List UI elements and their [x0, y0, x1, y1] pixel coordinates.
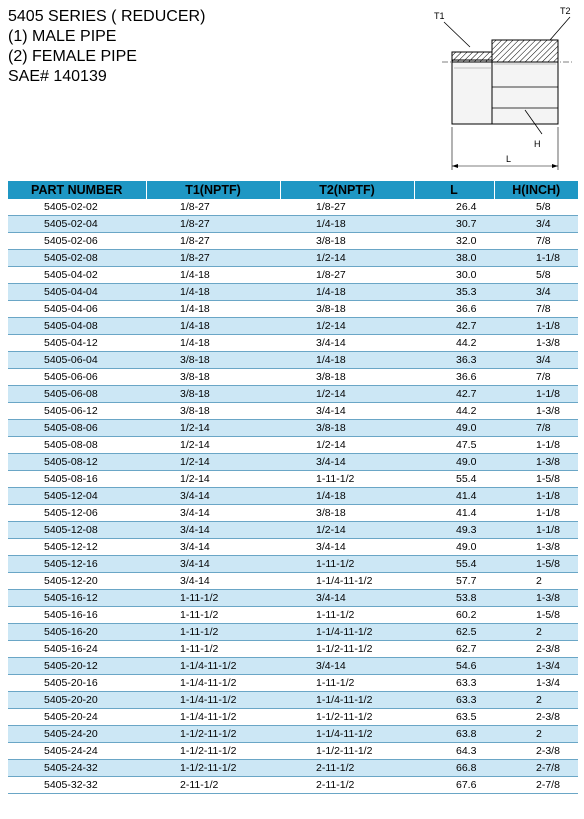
table-cell: 3/4-14 — [280, 539, 414, 556]
table-cell: 1-11-1/2 — [280, 556, 414, 573]
table-cell: 1-1/8 — [494, 318, 578, 335]
table-cell: 49.0 — [414, 539, 494, 556]
table-row — [8, 216, 578, 233]
table-cell: 3/4-14 — [280, 454, 414, 471]
table-cell: 3/8-18 — [280, 369, 414, 386]
table-cell: 2 — [494, 624, 578, 641]
table-cell: 7/8 — [494, 233, 578, 250]
table-cell: 5405-12-12 — [8, 539, 146, 556]
table-cell: 5405-12-06 — [8, 505, 146, 522]
table-cell: 1-3/8 — [494, 539, 578, 556]
table-cell: 5405-20-12 — [8, 658, 146, 675]
table-row — [8, 658, 578, 675]
table-cell: 7/8 — [494, 301, 578, 318]
table-cell: 3/8-18 — [146, 403, 280, 420]
table-row — [8, 641, 578, 658]
table-cell: 1-11-1/2 — [280, 607, 414, 624]
sae-number: SAE# 140139 — [8, 68, 107, 85]
table-row — [8, 726, 578, 743]
table-cell: 5405-06-04 — [8, 352, 146, 369]
table-row — [8, 505, 578, 522]
table-cell: 1/2-14 — [280, 522, 414, 539]
table-cell: 5405-02-04 — [8, 216, 146, 233]
table-cell: 2-11-1/2 — [280, 760, 414, 777]
table-cell: 1-1/2-11-1/2 — [280, 743, 414, 760]
table-cell: 3/4-14 — [280, 658, 414, 675]
table-cell: 5405-02-02 — [8, 199, 146, 216]
table-cell: 3/4-14 — [280, 403, 414, 420]
table-cell: 3/4-14 — [146, 488, 280, 505]
table-cell: 1/8-27 — [146, 199, 280, 216]
table-cell: 5405-08-12 — [8, 454, 146, 471]
table-cell: 1-3/8 — [494, 454, 578, 471]
table-cell: 1-1/4-11-1/2 — [280, 692, 414, 709]
table-cell: 1-1/4-11-1/2 — [280, 624, 414, 641]
table-cell: 49.0 — [414, 454, 494, 471]
reducer-drawing — [432, 2, 582, 172]
table-row — [8, 335, 578, 352]
table-cell: 32.0 — [414, 233, 494, 250]
table-row — [8, 522, 578, 539]
table-cell: 1-1/8 — [494, 250, 578, 267]
table-cell: 5405-12-08 — [8, 522, 146, 539]
table-cell: 3/4-14 — [146, 556, 280, 573]
table-row — [8, 386, 578, 403]
table-cell: 1-1/4-11-1/2 — [146, 658, 280, 675]
table-cell: 5405-06-06 — [8, 369, 146, 386]
table-cell: 5405-08-16 — [8, 471, 146, 488]
title-block — [8, 7, 205, 87]
table-cell: 44.2 — [414, 403, 494, 420]
table-cell: 60.2 — [414, 607, 494, 624]
table-row — [8, 233, 578, 250]
table-row — [8, 267, 578, 284]
table-row — [8, 709, 578, 726]
table-cell: 1-1/8 — [494, 488, 578, 505]
table-cell: 1/2-14 — [280, 250, 414, 267]
table-cell: 1-1/4-11-1/2 — [280, 573, 414, 590]
table-cell: 1-3/4 — [494, 658, 578, 675]
table-cell: 1/2-14 — [280, 386, 414, 403]
table-cell: 5/8 — [494, 199, 578, 216]
table-cell: 1-11-1/2 — [280, 471, 414, 488]
table-row — [8, 777, 578, 794]
h-label: H — [534, 139, 541, 149]
table-cell: 66.8 — [414, 760, 494, 777]
table-cell: 3/4 — [494, 216, 578, 233]
parts-table — [8, 181, 578, 794]
table-cell: 41.4 — [414, 505, 494, 522]
table-cell: 1-11-1/2 — [146, 607, 280, 624]
table-cell: 3/8-18 — [146, 369, 280, 386]
table-cell: 5405-08-06 — [8, 420, 146, 437]
table-cell: 7/8 — [494, 369, 578, 386]
table-cell: 1-1/8 — [494, 437, 578, 454]
table-cell: 1/4-18 — [280, 216, 414, 233]
table-row — [8, 675, 578, 692]
table-cell: 41.4 — [414, 488, 494, 505]
table-cell: 5405-20-16 — [8, 675, 146, 692]
table-cell: 38.0 — [414, 250, 494, 267]
table-cell: 2-3/8 — [494, 743, 578, 760]
table-cell: 2 — [494, 692, 578, 709]
table-cell: 63.3 — [414, 692, 494, 709]
table-cell: 35.3 — [414, 284, 494, 301]
series-title: 5405 SERIES ( REDUCER) — [8, 8, 206, 25]
table-cell: 1-1/2-11-1/2 — [146, 743, 280, 760]
table-cell: 1-11-1/2 — [146, 641, 280, 658]
table-cell: 2 — [494, 573, 578, 590]
table-cell: 30.0 — [414, 267, 494, 284]
table-cell: 5405-20-24 — [8, 709, 146, 726]
table-cell: 5405-24-24 — [8, 743, 146, 760]
table-cell: 7/8 — [494, 420, 578, 437]
table-cell: 5405-24-32 — [8, 760, 146, 777]
female-pipe-label: (2) FEMALE PIPE — [8, 48, 137, 65]
table-cell: 3/4 — [494, 352, 578, 369]
table-cell: 1-1/4-11-1/2 — [146, 709, 280, 726]
table-cell: 1/4-18 — [146, 267, 280, 284]
table-cell: 5405-08-08 — [8, 437, 146, 454]
table-cell: 1/4-18 — [280, 284, 414, 301]
table-cell: 3/8-18 — [146, 386, 280, 403]
table-row — [8, 590, 578, 607]
table-cell: 3/4 — [494, 284, 578, 301]
table-cell: 2-7/8 — [494, 777, 578, 794]
table-cell: 64.3 — [414, 743, 494, 760]
table-cell: 1-5/8 — [494, 471, 578, 488]
table-cell: 1/8-27 — [280, 199, 414, 216]
table-cell: 5405-24-20 — [8, 726, 146, 743]
table-cell: 5405-02-08 — [8, 250, 146, 267]
table-cell: 1-11-1/2 — [280, 675, 414, 692]
table-cell: 54.6 — [414, 658, 494, 675]
table-cell: 63.3 — [414, 675, 494, 692]
col-t2: T2(NPTF) — [280, 181, 414, 199]
table-cell: 5405-12-04 — [8, 488, 146, 505]
table-cell: 5405-12-20 — [8, 573, 146, 590]
table-cell: 3/4-14 — [146, 505, 280, 522]
table-cell: 5405-16-24 — [8, 641, 146, 658]
table-cell: 1-1/4-11-1/2 — [280, 726, 414, 743]
table-row — [8, 250, 578, 267]
table-cell: 30.7 — [414, 216, 494, 233]
table-cell: 1/2-14 — [146, 454, 280, 471]
table-cell: 2-3/8 — [494, 709, 578, 726]
table-row — [8, 607, 578, 624]
table-cell: 1/4-18 — [146, 301, 280, 318]
table-cell: 1-5/8 — [494, 607, 578, 624]
table-cell: 1/2-14 — [146, 420, 280, 437]
table-cell: 3/4-14 — [280, 590, 414, 607]
table-cell: 36.6 — [414, 369, 494, 386]
table-cell: 1/8-27 — [146, 250, 280, 267]
table-cell: 5405-16-16 — [8, 607, 146, 624]
table-row — [8, 573, 578, 590]
table-cell: 1/8-27 — [146, 233, 280, 250]
table-row — [8, 454, 578, 471]
table-cell: 5405-32-32 — [8, 777, 146, 794]
table-cell: 5405-04-12 — [8, 335, 146, 352]
table-cell: 42.7 — [414, 318, 494, 335]
table-cell: 57.7 — [414, 573, 494, 590]
table-cell: 5405-04-08 — [8, 318, 146, 335]
table-row — [8, 318, 578, 335]
table-cell: 53.8 — [414, 590, 494, 607]
table-cell: 2-11-1/2 — [280, 777, 414, 794]
table-row — [8, 284, 578, 301]
table-cell: 5405-04-06 — [8, 301, 146, 318]
table-cell: 3/8-18 — [280, 233, 414, 250]
table-cell: 1-1/4-11-1/2 — [146, 675, 280, 692]
table-cell: 5405-16-20 — [8, 624, 146, 641]
table-cell: 1-3/8 — [494, 403, 578, 420]
table-cell: 1-1/8 — [494, 522, 578, 539]
table-cell: 1/4-18 — [146, 284, 280, 301]
col-part-number: PART NUMBER — [8, 181, 146, 199]
table-cell: 3/4-14 — [280, 335, 414, 352]
table-cell: 5405-04-02 — [8, 267, 146, 284]
table-cell: 3/4-14 — [146, 522, 280, 539]
col-h: H(INCH) — [494, 181, 578, 199]
table-cell: 1-1/2-11-1/2 — [146, 760, 280, 777]
table-cell: 1/4-18 — [280, 488, 414, 505]
table-cell: 5405-16-12 — [8, 590, 146, 607]
table-cell: 1/8-27 — [280, 267, 414, 284]
table-cell: 1-1/8 — [494, 386, 578, 403]
table-cell: 49.0 — [414, 420, 494, 437]
table-row — [8, 488, 578, 505]
table-cell: 1-1/8 — [494, 505, 578, 522]
table-cell: 5405-12-16 — [8, 556, 146, 573]
table-row — [8, 556, 578, 573]
table-cell: 1/4-18 — [146, 335, 280, 352]
table-cell: 2-11-1/2 — [146, 777, 280, 794]
table-cell: 62.5 — [414, 624, 494, 641]
table-cell: 3/8-18 — [280, 301, 414, 318]
table-cell: 5405-06-08 — [8, 386, 146, 403]
table-header-row — [8, 181, 578, 199]
table-cell: 63.8 — [414, 726, 494, 743]
table-cell: 1-11-1/2 — [146, 590, 280, 607]
table-cell: 26.4 — [414, 199, 494, 216]
table-cell: 36.3 — [414, 352, 494, 369]
table-cell: 3/8-18 — [280, 505, 414, 522]
table-cell: 55.4 — [414, 471, 494, 488]
table-cell: 1-3/4 — [494, 675, 578, 692]
table-cell: 3/4-14 — [146, 573, 280, 590]
table-cell: 1-1/2-11-1/2 — [146, 726, 280, 743]
table-cell: 63.5 — [414, 709, 494, 726]
col-t1: T1(NPTF) — [146, 181, 280, 199]
table-row — [8, 352, 578, 369]
table-row — [8, 437, 578, 454]
table-row — [8, 624, 578, 641]
table-cell: 1/4-18 — [146, 318, 280, 335]
table-cell: 1-3/8 — [494, 335, 578, 352]
table-row — [8, 199, 578, 216]
table-cell: 47.5 — [414, 437, 494, 454]
table-row — [8, 539, 578, 556]
table-row — [8, 743, 578, 760]
table-cell: 62.7 — [414, 641, 494, 658]
table-row — [8, 760, 578, 777]
table-cell: 5405-06-12 — [8, 403, 146, 420]
table-cell: 1/8-27 — [146, 216, 280, 233]
table-cell: 1-1/2-11-1/2 — [280, 709, 414, 726]
table-cell: 1/2-14 — [146, 471, 280, 488]
table-cell: 5405-02-06 — [8, 233, 146, 250]
table-cell: 1/2-14 — [280, 437, 414, 454]
table-cell: 1/2-14 — [280, 318, 414, 335]
male-pipe-label: (1) MALE PIPE — [8, 28, 117, 45]
table-cell: 1-1/4-11-1/2 — [146, 692, 280, 709]
table-cell: 2 — [494, 726, 578, 743]
table-row — [8, 403, 578, 420]
table-row — [8, 692, 578, 709]
table-cell: 44.2 — [414, 335, 494, 352]
table-cell: 3/8-18 — [146, 352, 280, 369]
table-row — [8, 369, 578, 386]
l-label: L — [506, 154, 512, 164]
table-cell: 1-11-1/2 — [146, 624, 280, 641]
table-cell: 42.7 — [414, 386, 494, 403]
table-cell: 2-3/8 — [494, 641, 578, 658]
table-cell: 5405-20-20 — [8, 692, 146, 709]
table-cell: 1/2-14 — [146, 437, 280, 454]
table-cell: 55.4 — [414, 556, 494, 573]
t2-label: T2 — [560, 6, 571, 16]
table-cell: 36.6 — [414, 301, 494, 318]
t1-label: T1 — [434, 11, 445, 21]
table-row — [8, 471, 578, 488]
table-cell: 5/8 — [494, 267, 578, 284]
table-cell: 3/8-18 — [280, 420, 414, 437]
col-l: L — [414, 181, 494, 199]
table-cell: 67.6 — [414, 777, 494, 794]
table-cell: 3/4-14 — [146, 539, 280, 556]
table-row — [8, 301, 578, 318]
table-cell: 2-7/8 — [494, 760, 578, 777]
table-cell: 1-1/2-11-1/2 — [280, 641, 414, 658]
table-cell: 1/4-18 — [280, 352, 414, 369]
table-cell: 5405-04-04 — [8, 284, 146, 301]
table-cell: 1-5/8 — [494, 556, 578, 573]
table-cell: 1-3/8 — [494, 590, 578, 607]
table-cell: 49.3 — [414, 522, 494, 539]
table-row — [8, 420, 578, 437]
